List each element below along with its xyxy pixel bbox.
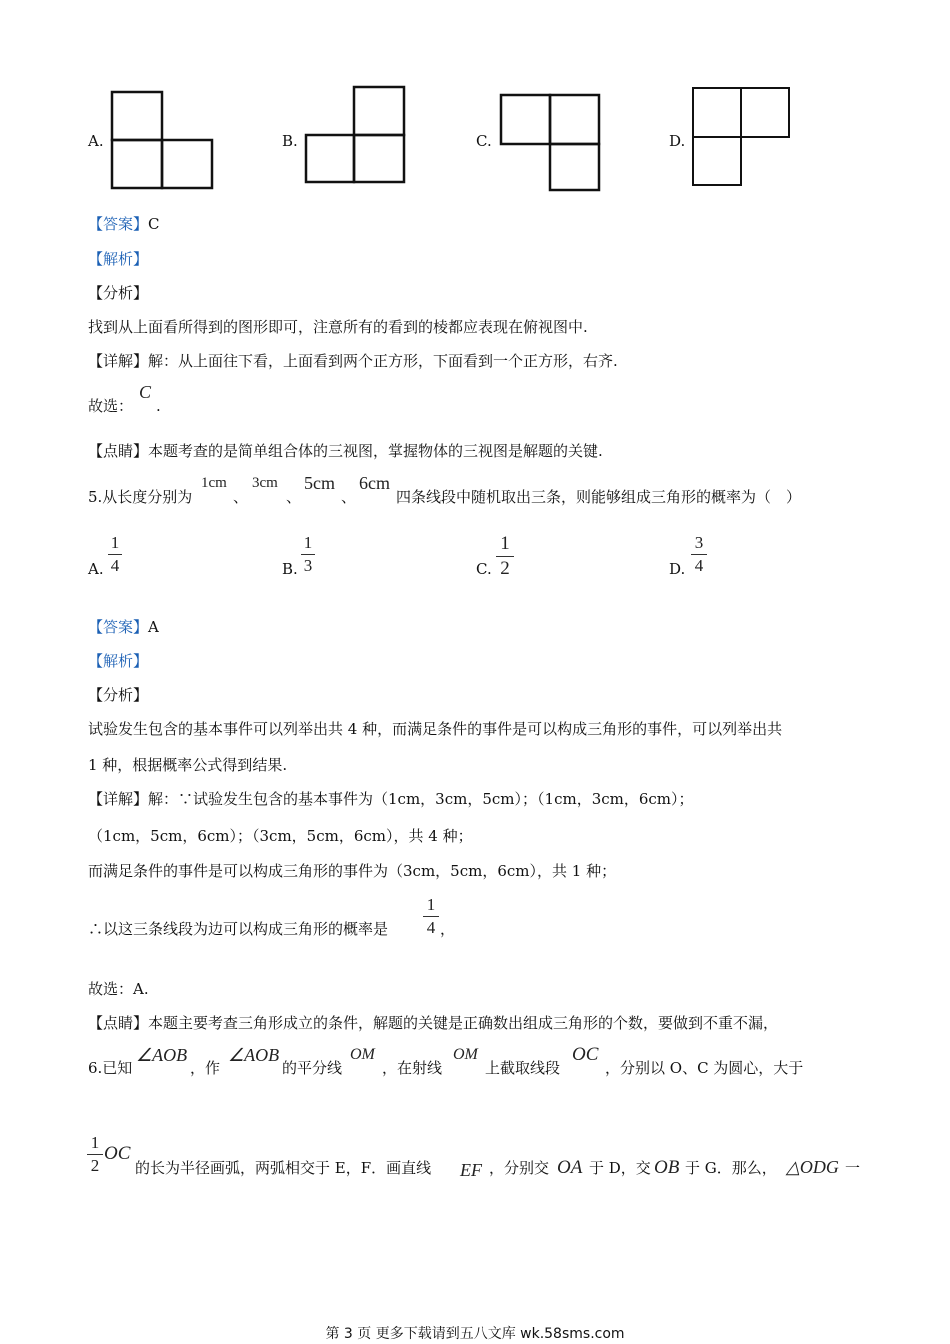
q6-om2: OM bbox=[453, 1046, 478, 1063]
dianjing-text: 本题考查的是简单组合体的三视图，掌握物体的三视图是解题的关键. bbox=[148, 442, 603, 460]
option-b-figure bbox=[302, 84, 412, 186]
option-b-label: B. bbox=[282, 132, 298, 150]
q6-p9: 于 D，交 bbox=[589, 1159, 651, 1177]
numerator: 3 bbox=[694, 533, 704, 552]
q6-ob: OB bbox=[654, 1157, 680, 1178]
detail-line2-q5: （1cm，5cm，6cm）；（3cm，5cm，6cm），共 4 种； bbox=[88, 827, 473, 845]
choose-value-q4: C bbox=[139, 382, 152, 402]
q5-option-b-label: B. bbox=[282, 560, 298, 578]
numerator: 1 bbox=[90, 1133, 100, 1152]
numerator: 1 bbox=[110, 533, 120, 552]
q6-ef: EF bbox=[460, 1160, 482, 1180]
q6-p6: ，分别以 O、C 为圆心，大于 bbox=[605, 1059, 804, 1077]
jiexi-tag: 【解析】 bbox=[88, 250, 149, 268]
q6-oa: OA bbox=[557, 1157, 583, 1178]
q5-option-a-label: A. bbox=[88, 560, 104, 578]
q6-p1: 6.已知 bbox=[88, 1059, 133, 1077]
option-d-figure bbox=[689, 84, 799, 188]
q6-angle1: ∠AOB bbox=[136, 1045, 188, 1065]
q5-sep3: 、 bbox=[341, 488, 357, 506]
choose-end-q4: . bbox=[156, 397, 161, 415]
q6-p10: 于 G．那么， bbox=[685, 1159, 777, 1177]
detail-tag: 【详解】 bbox=[88, 352, 149, 370]
q5-option-c-label: C. bbox=[476, 560, 492, 578]
q5-option-d-label: D. bbox=[669, 560, 686, 578]
option-c-figure bbox=[497, 90, 607, 194]
jiexi-tag-q5: 【解析】 bbox=[88, 652, 149, 670]
q5-option-b-fraction bbox=[301, 533, 315, 576]
q6-p11: 一 bbox=[845, 1159, 861, 1177]
fenxi-tag: 【分析】 bbox=[88, 284, 149, 302]
detail-line3-q5: 而满足条件的事件是可以构成三角形的事件为（3cm，5cm，6cm），共 1 种； bbox=[88, 862, 617, 880]
detail-line-q4 bbox=[88, 351, 618, 371]
q6-p8: ，分别交 bbox=[489, 1159, 550, 1177]
dianjing-tag: 【点睛】 bbox=[88, 1014, 149, 1032]
numerator: 1 bbox=[426, 895, 436, 914]
denominator: 3 bbox=[303, 556, 313, 575]
option-a-label: A. bbox=[88, 132, 104, 150]
q6-p2: ，作 bbox=[190, 1059, 221, 1077]
q5-option-d-fraction bbox=[691, 533, 707, 576]
answer-line-q5 bbox=[88, 617, 159, 637]
q6-p3: 的平分线 bbox=[282, 1059, 343, 1077]
numerator: 1 bbox=[303, 533, 313, 552]
q5-sep2: 、 bbox=[286, 488, 302, 506]
fenxi-line1: 试验发生包含的基本事件可以列举出共 4 种，而满足条件的事件是可以构成三角形的事件，可以列举出共 bbox=[88, 720, 783, 738]
detail-line1-q5 bbox=[88, 789, 694, 809]
detail-tag: 【详解】 bbox=[88, 790, 149, 808]
denominator: 2 bbox=[90, 1156, 100, 1175]
fenxi-line2: 1 种，根据概率公式得到结果. bbox=[88, 756, 288, 774]
answer-value: C bbox=[148, 215, 160, 233]
option-d-label: D. bbox=[669, 132, 686, 150]
probability-fraction bbox=[423, 895, 439, 938]
option-a-figure bbox=[108, 90, 218, 192]
page-footer: 第 3 页 更多下载请到五八文库 wk.58sms.com bbox=[325, 1326, 625, 1342]
choose-label-q4: 故选： bbox=[88, 397, 134, 415]
q5-stem-suffix: 四条线段中随机取出三条，则能够组成三角形的概率为（ ） bbox=[396, 488, 802, 506]
q5-len1: 1cm bbox=[201, 475, 227, 491]
q5-len3: 5cm bbox=[304, 473, 335, 493]
answer-tag: 【答案】 bbox=[88, 618, 149, 636]
fenxi-text: 找到从上面看所得到的图形即可，注意所有的看到的棱都应表现在俯视图中. bbox=[88, 318, 588, 336]
denominator: 4 bbox=[110, 556, 120, 575]
dianjing-tag: 【点睛】 bbox=[88, 442, 149, 460]
q6-oc: OC bbox=[572, 1044, 599, 1065]
answer-line-q4 bbox=[88, 214, 160, 234]
q6-triangle: △ODG bbox=[786, 1157, 839, 1177]
detail-line4-end: ， bbox=[440, 920, 456, 938]
denominator: 4 bbox=[694, 556, 704, 575]
answer-tag: 【答案】 bbox=[88, 215, 149, 233]
q5-sep1: 、 bbox=[233, 488, 249, 506]
detail-text: 解：∵试验发生包含的基本事件为（1cm，3cm，5cm）；（1cm，3cm，6cm）； bbox=[148, 790, 694, 808]
q5-len4: 6cm bbox=[359, 473, 390, 493]
q6-oc2: OC bbox=[104, 1143, 131, 1164]
q6-half-fraction bbox=[87, 1133, 103, 1176]
numerator: 1 bbox=[500, 533, 510, 554]
q6-p5: 上截取线段 bbox=[485, 1059, 561, 1077]
q6-om1: OM bbox=[350, 1046, 375, 1063]
q5-stem-prefix: 5.从长度分别为 bbox=[88, 488, 193, 506]
detail-text: 解：从上面往下看，上面看到两个正方形，下面看到一个正方形，右齐. bbox=[148, 352, 618, 370]
q5-option-a-fraction bbox=[108, 533, 122, 576]
dianjing-line-q4 bbox=[88, 441, 603, 461]
detail-line4-q5: ∴以这三条线段为边可以构成三角形的概率是 bbox=[88, 920, 389, 938]
fenxi-tag-q5: 【分析】 bbox=[88, 686, 149, 704]
q5-option-c-fraction bbox=[496, 533, 514, 580]
answer-value: A bbox=[148, 618, 159, 636]
q6-p7: 的长为半径画弧，两弧相交于 E，F．画直线 bbox=[135, 1159, 432, 1177]
option-c-label: C. bbox=[476, 132, 492, 150]
q6-angle2: ∠AOB bbox=[228, 1045, 280, 1065]
q6-p4: ，在射线 bbox=[382, 1059, 443, 1077]
q5-len2: 3cm bbox=[252, 475, 278, 491]
choose-q5: 故选：A. bbox=[88, 980, 149, 998]
dianjing-text: 本题主要考查三角形成立的条件，解题的关键是正确数出组成三角形的个数，要做到不重不漏， bbox=[148, 1014, 779, 1032]
dianjing-line-q5 bbox=[88, 1013, 778, 1033]
denominator: 2 bbox=[500, 558, 510, 579]
denominator: 4 bbox=[426, 918, 436, 937]
